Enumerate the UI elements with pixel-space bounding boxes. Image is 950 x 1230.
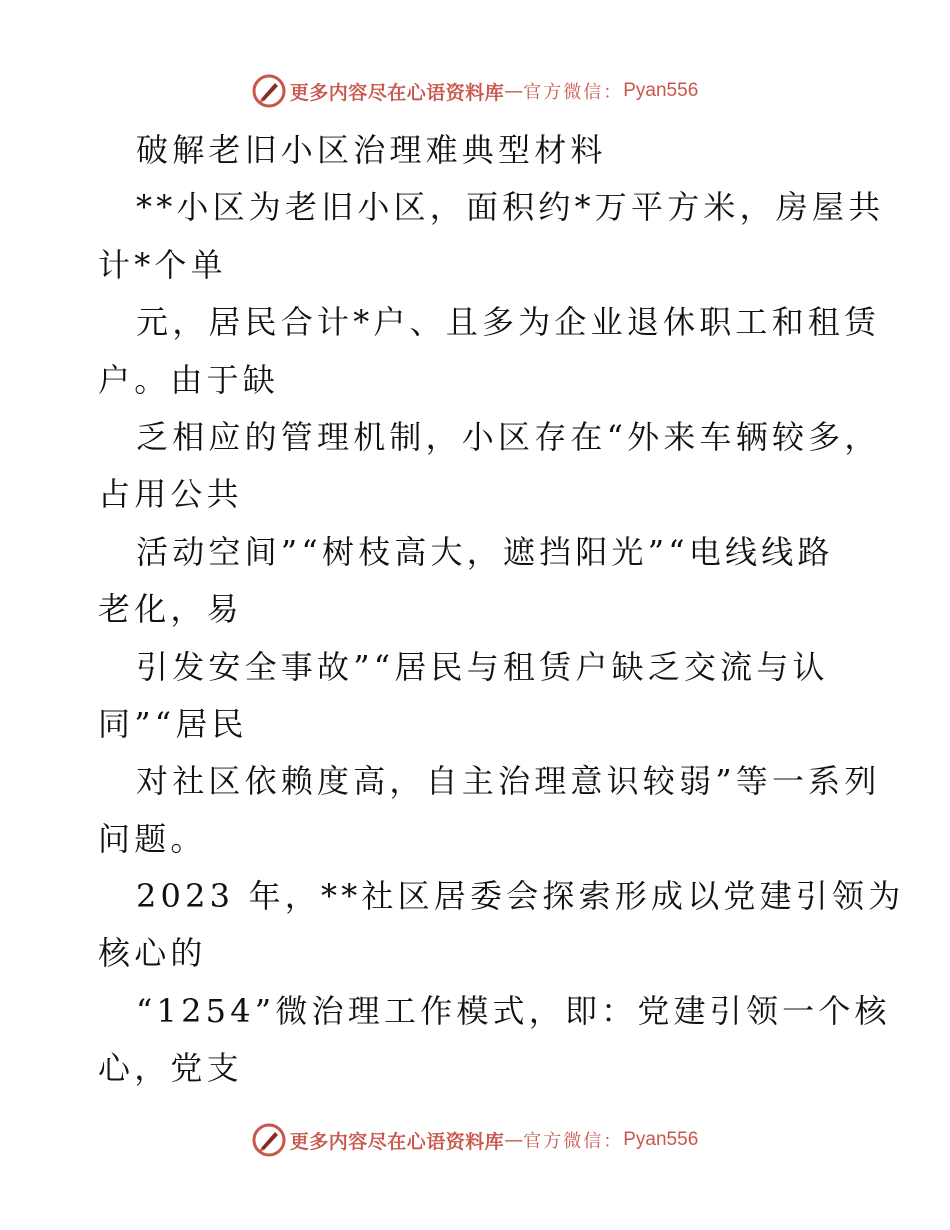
watermark-wechat-id: Pyan556 [623,80,699,101]
text-line: 老化，易 [98,590,243,629]
footer-watermark [0,1120,950,1160]
text-line: 核心的 [98,934,207,973]
quill-pen-logo-icon [252,74,286,108]
text-line: 对社区依赖度高，自主治理意识较弱”等一系列 [136,762,881,801]
text-line: 引发安全事故”“居民与租赁户缺乏交流与认 [136,647,829,686]
header-watermark [0,71,950,111]
text-line: 问题。 [98,819,207,858]
text-line: 元，居民合计*户、且多为企业退休职工和租赁 [136,303,881,342]
watermark-site-name: 更多内容尽在心语资料库 [289,81,505,104]
text-line: 2023 年，**社区居委会探索形成以党建引领为 [136,877,905,916]
text-line: 计*个单 [98,245,227,284]
text-line: 心，党支 [98,1049,243,1088]
text-line: 占用公共 [98,475,243,514]
text-line: “1254”微治理工作模式，即：党建引领一个核 [136,991,891,1030]
text-line: 户。由于缺 [98,360,280,399]
text-line: 同”“居民 [98,704,248,743]
watermark-wechat-id: Pyan556 [623,1129,699,1150]
watermark-official-label: 官方微信： [523,1131,624,1152]
text-line: **小区为老旧小区，面积约*万平方米，房屋共 [136,188,885,227]
text-line: 乏相应的管理机制，小区存在“外来车辆较多， [136,417,881,456]
watermark-dash: — [504,80,524,102]
watermark-site-name: 更多内容尽在心语资料库 [289,1130,505,1153]
watermark-dash: — [504,1129,524,1151]
text-line: 破解老旧小区治理难典型材料 [136,131,607,169]
quill-pen-logo-icon [252,1123,286,1157]
document-body [98,122,905,1098]
watermark-official-label: 官方微信： [523,82,624,103]
text-line: 活动空间”“树枝高大，遮挡阳光”“电线线路 [136,532,834,571]
